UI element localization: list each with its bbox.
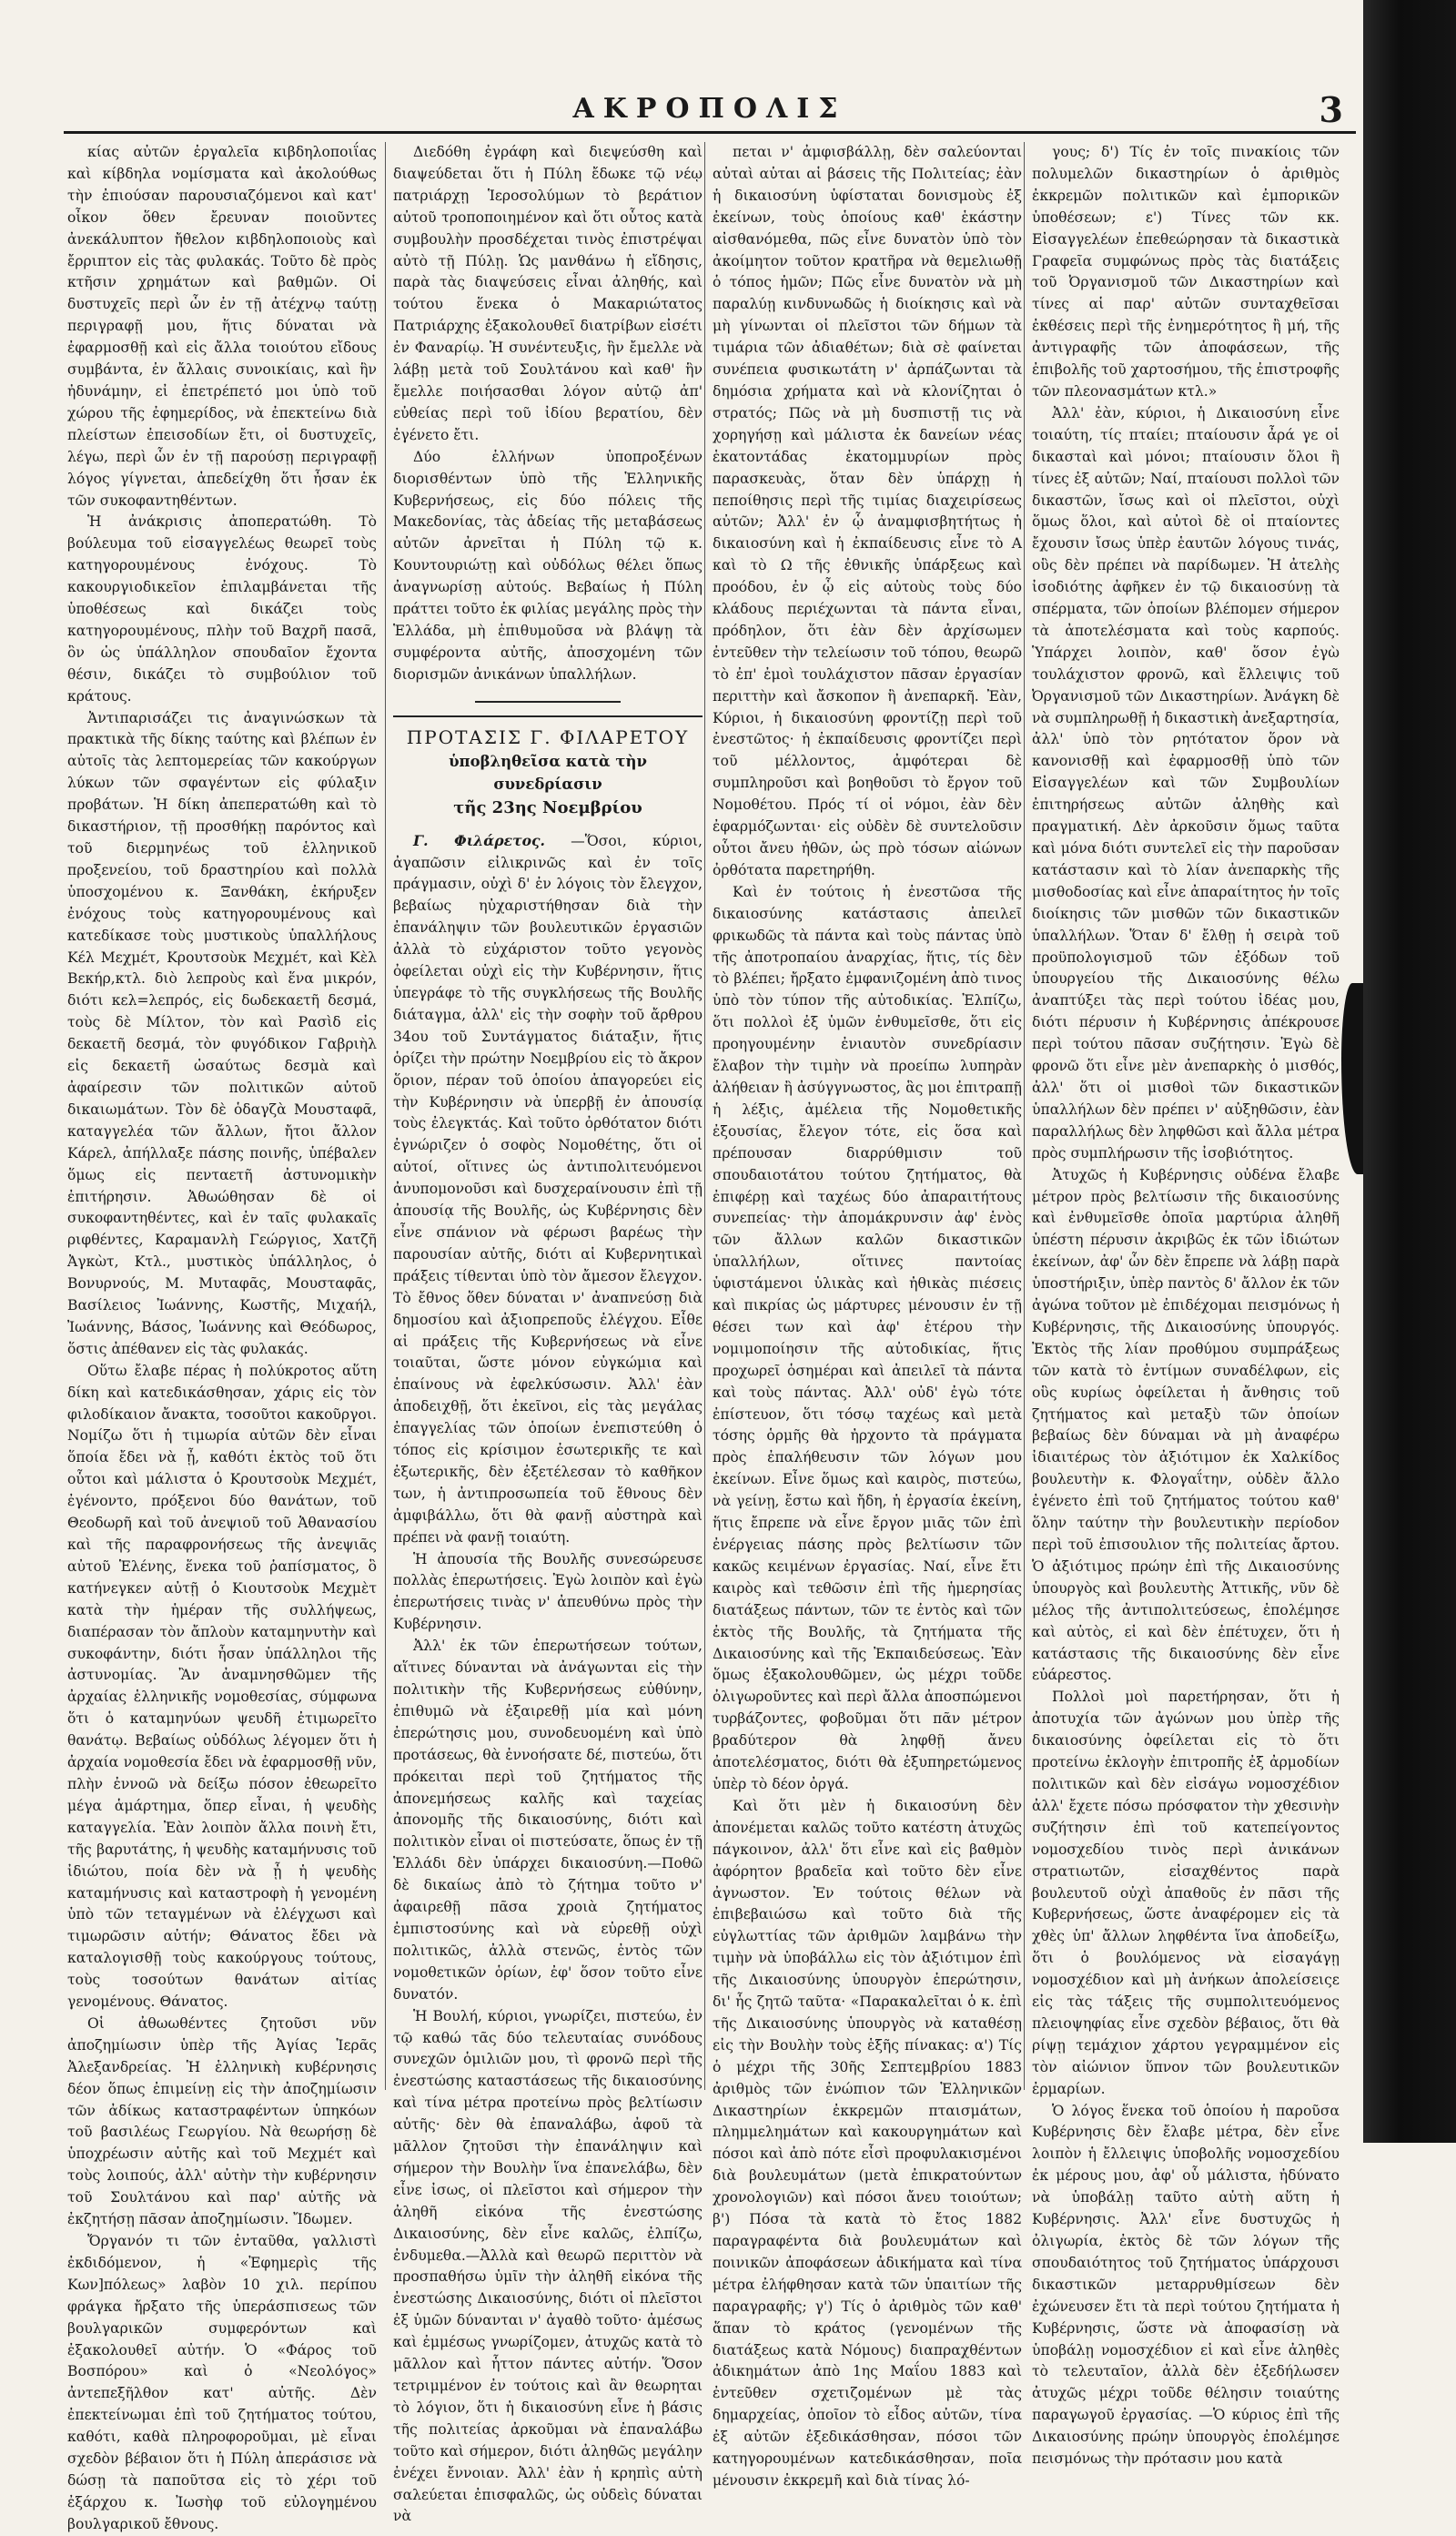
column-rule bbox=[385, 142, 386, 2090]
article-paragraph bbox=[393, 830, 703, 1549]
section-divider bbox=[475, 701, 621, 703]
article-paragraph: Ἀλλ' ἐκ τῶν ἐπερωτήσεων τούτων, αἵτινες δύνανται νὰ ἀνάγωνται εἰς τὴν πολιτικὴν τῆς Κυβερνήσεως εὐθύνην, ἐπιθυμῶ νὰ ἐξαιρεθῇ μία καὶ μόνη ἐπερώτησις μου, συνοδευομένη καὶ ὑπὸ προτάσεως, θὰ ἐννοήσατε δέ, πιστεύω, ὅτι πρόκειται περὶ τοῦ ζητήματος τῆς ἀπονεμήσεως καλῆς καὶ ταχείας ἀπονομῆς τῆς δικαιοσύνης, διότι καὶ πολιτικὸν εἶναι οἱ πιστεύσατε, ὅπως ἐν τῇ Ἑλλάδι δὲν ὑπάρχει δικαιοσύνη.—Ποθῶ δὲ δικαίως ἀπὸ τὸ ζήτημα τοῦτο ν' ἀφαιρεθῇ πᾶσα χροιὰ ζητήματος ἐμπιστοσύνης καὶ νὰ εὑρεθῇ οὐχὶ πολιτικῶς, ἀλλὰ στενῶς, ἐντὸς τῶν νομοθετικῶν ὁρίων, ἐφ' ὅσον τοῦτο εἶνε δυνατόν. bbox=[393, 1638, 703, 2003]
article-paragraph: Διεδόθη ἐγράφη καὶ διεψεύσθη καὶ διαψεύδεται ὅτι ἡ Πύλη ἔδωκε τῷ νέῳ πατριάρχῃ Ἱεροσολύμων τὸ βεράτιον αὐτοῦ τροποποιημένον καὶ ὅτι οὗτος κατὰ συμβουλὴν προσδέχεται τινὸς ἐπιστρέψαι αὐτὸ τῇ Πύλῃ. Ὡς μανθάνω ἡ εἴδησις, παρὰ τὰς διαψεύσεις εἶναι ἀληθής, καὶ τούτου ἕνεκα ὁ Μακαριώτατος Πατριάρχης ἐξακολουθεῖ διατρίβων εἰσέτι ἐν Φαναρίῳ. Ἡ συνέντευξις, ἣν ἔμελλε νὰ λάβῃ μετὰ τοῦ Σουλτάνου καὶ καθ' ἣν ἔμελλε ποιήσασθαι λόγον αὐτῷ ἀπ' εὐθείας περὶ τοῦ ἰδίου βερατίου, δὲν ἐγένετο ἔτι. bbox=[393, 144, 703, 443]
article-paragraph: Ἀλλ' ἐὰν, κύριοι, ἡ Δικαιοσύνη εἶνε τοιαύτη, τίς πταίει; πταίουσιν ἆρά γε οἱ δικασταὶ καὶ μόνοι; πταίουσιν ὅλοι ἢ τίνες ἐξ αὐτῶν; Ναί, πταίουσι πολλοὶ τῶν δικαστῶν, ἴσως καὶ οἱ πλεῖστοι, οὐχὶ ὅμως ὅλοι, καὶ αὐτοὶ δὲ οἱ πταίοντες ἔχουσιν ἴσως ὑπὲρ ἑαυτῶν λόγους τινάς, οὓς δὲν πρέπει νὰ παρίδωμεν. Ἡ ἀτελὴς ἰσοδιότης ἀφῆκεν ἐν τῷ δικαιοσύνῃ τὰ σπέρματα, τῶν ὁποίων βλέπομεν σήμερον τὰ ἀποτελέσματα καὶ τοὺς καρπούς. Ὑπάρχει λοιπὸν, καθ' ὅσον ἐγὼ τουλάχιστον φρονῶ, καὶ ἔλλειψις τοῦ Ὀργανισμοῦ τῶν Δικαστηρίων. Ἀνάγκη δὲ νὰ συμπληρωθῇ ἡ δικαστικὴ ἀνεξαρτησία, ἀλλ' ὑπὸ τὸν ρητότατον ὅρον νὰ κανονισθῇ καὶ ἐφαρμοσθῇ ὑπὸ τῶν Εἰσαγγελέων καὶ τῶν Συμβουλίων ἐπιτηρήσεως αὐτῶν ἀληθὴς καὶ πραγματική. Δὲν ἀρκοῦσιν ὅμως ταῦτα καὶ μόνα διότι συντελεῖ εἰς τὴν παροῦσαν κατάστασιν καὶ τὸ λίαν ἀνεπαρκὴς τῆς μισθοδοσίας καὶ εἶνε ἀπαραίτητος ἡν τοῖς διοίκησις τῶν μισθῶν τῶν δικαστικῶν ὑπαλλήλων. Ὅταν δ' ἔλθῃ ἡ σειρὰ τοῦ προϋπολογισμοῦ τῶν ἐξόδων τοῦ ὑπουργείου τῆς Δικαιοσύνης θέλω ἀναπτύξει τὰς περὶ τούτου ἰδέας μου, διότι πέρυσιν ἡ Κυβέρνησις ἀπέκρουσε περὶ τούτου πᾶσαν συζήτησιν. Ἐγὼ δὲ φρονῶ ὅτι εἶνε μὲν ἀνεπαρκὴς ὁ μισθός, ἀλλ' ὅτι οἱ μισθοὶ τῶν δικαστικῶν ὑπαλλήλων δὲν πρέπει ν' αὐξηθῶσιν, ἐὰν παραλλήλως δὲν ληφθῶσι καὶ ἄλλα μέτρα πρὸς συμπλήρωσιν τῆς ἰσοβιότητος. bbox=[1032, 404, 1340, 1161]
article-paragraph: Ὁ λόγος ἕνεκα τοῦ ὁποίου ἡ παροῦσα Κυβέρνησις δὲν ἔλαβε μέτρα, δὲν εἶνε λοιπὸν ἡ ἔλλειψις ὑποβολῆς νομοσχεδίου ἐκ μέρους μου, ἀφ' οὗ μάλιστα, ἠδύνατο νὰ ὑποβάλῃ ταῦτο αὐτὴ αὕτη ἡ Κυβέρνησις. Ἀλλ' εἶνε δυστυχῶς ἡ ὀλιγωρία, ἐκτὸς δὲ τῶν λόγων τῆς σπουδαιότητος τοῦ ζητήματος ὑπάρχουσι δικαστικῶν μεταρρυθμίσεων δὲν ἐχώνευσεν ἔτι τὰ περὶ τούτου ζητήματα ἡ Κυβέρνησις, ὥστε νὰ ἀποφασίσῃ νὰ ὑποβάλῃ νομοσχέδιον εἰ καὶ εἶνε ἀληθὲς τὸ τελευταῖον, ἀλλὰ δὲν ἐξεδήλωσεν ἀτυχῶς μέχρι τοῦδε θέλησιν τοιαύτης παραγωγοῦ ἐργασίας. —Ὁ κύριος ἐπὶ τῆς Δικαιοσύνης πρώην ὑπουργὸς ἐπολέμησε πεισμόνως τὴν πρότασιν μου κατὰ bbox=[1032, 2102, 1340, 2468]
column-rule bbox=[704, 142, 705, 2090]
masthead bbox=[64, 86, 1356, 134]
newspaper-title: ΑΚΡΟΠΟΛΙΣ bbox=[572, 93, 847, 125]
article-paragraph: Ἡ ἀνάκρισις ἀποπερατώθη. Τὸ βούλευμα τοῦ εἰσαγγελέως θεωρεῖ τοὺς κατηγορουμένους ἐνόχους. Τὸ κακουργιοδικεῖον ἐπιλαμβάνεται τῆς ὑποθέσεως καὶ δικάζει τοὺς κατηγορουμένους, πλὴν τοῦ Βαχρῆ πασᾶ, ὃν ὡς ὑπάλληλον σπουδαῖον ἔχοντα θέσιν, δικάζει τὸ συμβούλιον τοῦ κράτους. bbox=[67, 513, 377, 705]
article-paragraph: Πολλοὶ μοὶ παρετήρησαν, ὅτι ἡ ἀποτυχία τῶν ἀγώνων μου ὑπὲρ τῆς δικαιοσύνης ὀφείλεται εἰς τὸ ὅτι προτείνω ἐκλογὴν ἐπιτροπῆς ἐξ ἀρμοδίων πολιτικῶν καὶ δὲν εἰσάγω νομοσχέδιον ἀλλ' ἔχετε πόσω πρόσφατον τὴν χθεσινὴν συζήτησιν ἐπὶ τοῦ κατεπείγοντος νομοσχεδίου τινὸς περὶ ἀνικάνων στρατιωτῶν, εἰσαχθέντος παρὰ βουλευτοῦ οὐχὶ ἀπαθοῦς ἐν πᾶσι τῆς Κυβερνήσεως, ὥστε ἀναφέρομεν εἰς τὰ χθὲς ὑπ' ἄλλων ληφθέντα ἵνα ἀποδείξω, ὅτι ὁ βουλόμενος νὰ εἰσαγάγῃ νομοσχέδιον καὶ μὴ ἀνήκων ἀπολείσειςε εἰς τὰς τάξεις τῆς συμπολιτευόμενος πλειοψηφίας εἶνε σχεδὸν βέβαιος, ὅτι θὰ ρίψῃ τεμάχιον χάρτου γεγραμμένον εἰς τὸν αἰώνιον ὕπνον τῶν βουλευτικῶν ἐρμαρίων. bbox=[1032, 1689, 1340, 2097]
page-number: 3 bbox=[1319, 89, 1343, 130]
column-2 bbox=[393, 142, 703, 2525]
article-paragraph: Ὄργανόν τι τῶν ἐνταῦθα, γαλλιστὶ ἐκδιδόμενον, ἡ «Ἐφημερὶς τῆς Κων]πόλεως» λαβὸν 10 χιλ. περίπου φράγκα ἤρξατο τῆς ὑπεράσπισεως τῶν βουλγαρικῶν συμφερόντων καὶ ἐξακολουθεῖ αὐτήν. Ὁ «Φάρος τοῦ Βοσπόρου» καὶ ὁ «Νεολόγος» ἀντεπεξῆλθον κατ' αὐτῆς. Δὲν ἐπεκτείνωμαι ἐπὶ τοῦ ζητήματος τούτου, καθότι, καθὰ πληροφοροῦμαι, μὲ εἶναι σχεδὸν βέβαιον ὅτι ἡ Πύλη ἀπεράσισε νὰ δώσῃ τὰ παποῦτσα εἰς τὸ χέρι τοῦ ἐξάρχου κ. Ἰωσὴφ τοῦ εὐλογημένου βουλγαρικοῦ ἔθνους. bbox=[67, 2233, 377, 2532]
proposal-heading: ΠΡΟΤΑΣΙΣ Γ. ΦΙΛΑΡΕΤΟΥ bbox=[393, 715, 703, 750]
article-paragraph: Καὶ ὅτι μὲν ἡ δικαιοσύνη δὲν ἀπονέμεται καλῶς τοῦτο κατέστη ἀτυχῶς πάγκοινον, ἀλλ' ὅτι εἶνε καὶ εἰς βαθμὸν ἀφόρητον βραδεῖα καὶ τοῦτο δὲν εἶνε ἀγνωστον. Ἐν τούτοις θέλων νὰ ἐπιβεβαιώσω καὶ τοῦτο διὰ τῆς εὐγλωττίας τῶν ἀριθμῶν λαμβάνω τὴν τιμὴν νὰ ὑποβάλλω εἰς τὸν ἀξιότιμον ἐπὶ τῆς Δικαιοσύνης ὑπουργὸν ἐπερώτησιν, δι' ἧς ζητῶ ταῦτα· «Παρακαλεῖται ὁ κ. ἐπὶ τῆς Δικαιοσύνης ὑπουργὸς νὰ καταθέσῃ εἰς τὴν Βουλὴν τοὺς ἑξῆς πίνακας: α') Τίς ὁ μέχρι τῆς 30ῆς Σεπτεμβρίου 1883 ἀριθμὸς τῶν ἐνώπιον τῶν Ἑλληνικῶν Δικαστηρίων ἐκκρεμῶν πταισμάτων, πλημμελημάτων καὶ κακουργημάτων καὶ πόσοι καὶ ἀπὸ πότε εἶσὶ προφυλακισμένοι διὰ βουλευμάτων (μετὰ ἐπικρατούντων χρονολογιῶν) καὶ πόσοι ἄνευ τοιούτων; β') Πόσα τὰ κατὰ τὸ ἔτος 1882 παραγραφέντα διὰ βουλευμάτων καὶ ποινικῶν ἀποφάσεων ἀδικήματα καὶ τίνα μέτρα ἐλήφθησαν κατὰ τῶν ὑπαιτίων τῆς παραγραφῆς; γ') Τίς ὁ ἀριθμὸς τῶν καθ' ἅπαν τὸ κράτος (γενομένων τῆς διατάξεως κατὰ Νόμους) διαπραχθέντων ἀδικημάτων ἀπὸ 1ης Μαΐου 1883 καὶ ἐντεῦθεν σχετιζομένων μὲ τὰς δημαρχείας, ὁποῖον τὸ εἶδος αὐτῶν, τίνα ἐξ αὐτῶν ἐξεδικάσθησαν, πόσοι τῶν κατηγορουμένων κατεδικάσθησαν, ποῖα μένουσιν ἐκκρεμῆ καὶ διὰ τίνας λό- bbox=[713, 1797, 1022, 2489]
speech-text: —Ὅσοι, κύριοι, ἀγαπῶσιν εἰλικρινῶς καὶ ἐν τοῖς πράγμασιν, οὐχὶ δ' ἐν λόγοις τὸν ἔλεγχον, βεβαίως ηὐχαριστήθησαν διὰ τὴν ἐπανάληψιν τῶν βουλευτικῶν ἐργασιῶν ἀλλὰ τὸ εὐχάριστον τοῦτο γεγονὸς ὀφείλεται οὐχὶ εἰς τὴν Κυβέρνησιν, ἥτις ὑπεγράφε τὸ τῆς συγκλήσεως τῆς Βουλῆς διάταγμα, ἀλλ' εἰς τὴν σοφὴν τοῦ ἄρθρου 34ου τοῦ Συντάγματος διάταξιν, ἥτις ὁρίζει τὴν πρώτην Νοεμβρίου εἰς τὸ ἄκρον ὅριον, πέραν τοῦ ὁποίου ἀπαγορεύει εἰς τὴν Κυβέρνησιν νὰ ὑπερβῇ ἐν ἀπουσίᾳ τοὺς ἐλεγκτάς. Καὶ τοῦτο ὀρθότατον διότι ἐγνώριζεν ὁ σοφὸς Νομοθέτης, ὅτι οἱ αὐτοί, οἵτινες ὡς ἀντιπολιτευόμενοι ἀνυπομονοῦσι καὶ δυσχεραίνουσιν ἐπὶ τῇ ἀπουσίᾳ τῆς Βουλῆς, ὡς Κυβέρνησις δὲν εἶνε σπάνιον νὰ φέρωσι βαρέως τὴν παρουσίαν αὐτῆς, διότι αἱ Κυβερνητικαὶ πράξεις τίθενται ὑπὸ τὸν ἄμεσον ἔλεγχον. Τὸ ἔθνος ὅθεν δύναται ν' ἀναπνεύσῃ διὰ δημοσίου καὶ ἀξιοπρεποῦς ἐλέγχου. Εἶθε αἱ πράξεις τῆς Κυβερνήσεως νὰ εἶνε τοιαῦται, ὥστε μόνον εὐγκώμια καὶ ἐπαίνους νὰ ἐφελκύσωσιν. Ἀλλ' ἐὰν ἀποδειχθῇ, ὅτι ἐκεῖνοι, εἰς τὰς μεγάλας ἐπαγγελίας τῶν ὁποίων ἐνεπιστεύθη ὁ τόπος εἰς κρίσιμον ἐσωτερικῆς τε καὶ ἐξωτερικῆς, δὲν ἐξετέλεσαν τὸ καθῆκον των, ἡ ἀντιπροσωπεία τοῦ ἔθνους δὲν ἀμφιβάλλω, ὅτι θὰ φανῇ αὐστηρὰ καὶ πρέπει νὰ φανῇ τοιαύτη. bbox=[393, 832, 703, 1546]
column-1 bbox=[67, 142, 377, 2532]
proposal-subheading: ὑποβληθεῖσα κατὰ τὴν συνεδρίασιν bbox=[449, 752, 647, 793]
article-paragraph: Οἱ ἀθωωθέντες ζητοῦσι νῦν ἀποζημίωσιν ὑπὲρ τῆς Ἀγίας Ἱερᾶς Ἀλεξανδρείας. Ἡ ἑλληνικὴ κυβέρνησις δέον ὅπως ἐπιμείνῃ εἰς τὴν ἀποζημίωσιν τῶν ἀδίκως καταστραφέντων ὑπηκόων τοῦ βασιλέως Γεωργίου. Νὰ θεωρήσῃ δὲ ὑποχρέωσιν αὐτῆς καὶ τοῦ Μεχμέτ καὶ τοὺς λοιπούς, ἀλλ' αὐτὴν τὴν κυβέρνησιν τοῦ Σουλτάνου καὶ παρ' αὐτῆς νὰ ἐκζητήσῃ πᾶσαν ἀποζημίωσιν. Ἴδωμεν. bbox=[67, 2014, 377, 2228]
speaker-name: Γ. Φιλάρετος. bbox=[413, 831, 545, 849]
column-3 bbox=[713, 142, 1022, 2489]
article-paragraph: κίας αὐτῶν ἐργαλεῖα κιβδηλοποιΐας καὶ κίβδηλα νομίσματα καὶ ἀκολούθως τὴν ἐπιούσαν παρουσιαζόμενοι καὶ κατ' οἶκον ὅθεν ἔρευναν ποιοῦντες ἀνεκάλυπτον ἤθελον κιβδηλοποιοὺς καὶ ἔρριπτον εἰς τὰς φυλακάς. Τοῦτο δὲ πρὸς κτῆσιν χρημάτων καὶ βαθμῶν. Οἱ δυστυχεῖς περὶ ὧν ἐν τῇ ἀτέχνῳ ταύτῃ περιγραφῇ μου, ἥτις δύναται νὰ ἐφαρμοσθῇ καὶ εἰς ἄλλα τοιούτου εἴδους συμβάντα, ἐν ἄλλαις συνοικίαις, καὶ ἣν ἠδυνάμην, εἰ ἐπετρέπετό μοι ὑπὸ τοῦ χώρου τῆς ἐφημερίδος, νὰ ἐπεκτείνω διὰ πλείστων ἐπεισοδίων ἔτι, οἱ δυστυχεῖς, λέγω, περὶ ὧν ἐν τῇ παρούσῃ περιγραφῇ λόγος γίγνεται, ἀπεδείχθη ὅτι ἦσαν ἐκ τῶν συκοφαντηθέντων. bbox=[67, 144, 377, 509]
article-paragraph: Ἀτυχῶς ἡ Κυβέρνησις οὐδένα ἔλαβε μέτρον πρὸς βελτίωσιν τῆς δικαιοσύνης καὶ ἐνθυμεῖσθε ὁποῖα μαρτύρια ἀληθῆ ὑπέστη πέρυσιν ἀκριβῶς ἐκ τῶν ἰδιώτων ἐκείνων, ἀφ' ὧν δὲν ἔπρεπε νὰ λάβῃ παρὰ ὑποστήριξιν, ὑπὲρ παντὸς δ' ἄλλον ἐκ τῶν ἀγώνα τοῦτον μὲ ἐπιδέχομαι πεισμόνως ἡ Κυβέρνησις, τῆς Δικαιοσύνης ὑπουργός. Ἐκτὸς τῆς λίαν προθύμου συμπράξεως τῶν κατὰ τὸ ἐντίμων συναδέλφων, εἰς οὓς κυρίως ὀφείλεται ἡ ἄνθησις τοῦ ζητήματος καὶ μεταξὺ τῶν ὁποίων βεβαίως δὲν δύναμαι νὰ μὴ ἀναφέρω ἰδιαιτέρως τὸν ἀξιότιμον ἐκ Χαλκίδος βουλευτὴν κ. Φλογαΐτην, οὐδὲν ἄλλο ἐγένετο ἐπὶ τοῦ ζητήματος τούτου καθ' ὅλην ταύτην τὴν βουλευτικὴν περίοδον περὶ τοῦ ἐπισουλιον τῆς πολιτείας ἄρτου. Ὁ ἀξιότιμος πρώην ἐπὶ τῆς Δικαιοσύνης ὑπουργὸς καὶ βουλευτὴς Ἀττικῆς, νῦν δὲ μέλος τῆς ἀντιπολιτεύσεως, ἐπολέμησε καὶ αὐτὸς, εἰ καὶ δὲν ἐπέτυχεν, ὅτι ἡ κατάστασις τῆς δικαιοσύνης δὲν εἶνε εὐάρεστος. bbox=[1032, 1166, 1340, 1684]
article-paragraph: πεται ν' ἀμφισβάλλῃ, δὲν σαλεύονται αὐταὶ αὐται αἱ βάσεις τῆς Πολιτείας; ἐὰν ἡ δικαιοσύνη ὑφίσταται δονισμοὺς ἐξ ἐκείνων, τοὺς ὁποίους καθ' ἑκάστην αἰσθανόμεθα, πῶς εἶνε δυνατὸν ὑπὸ τὸν ἀκοίμητον τοῦτον κρατῆρα νὰ θεμελιωθῇ ὁ τόπος ἡμῶν; Πῶς εἶνε δυνατὸν νὰ μὴ παραλύῃ κινδυνωδῶς ἡ διοίκησις καὶ νὰ μὴ γίνωνται οἱ πλεῖστοι τῶν δήμων τὰ τιμάρια τῶν ἀδιαθέτων; διὰ σὲ φαίνεται συνέπεια φυσικωτάτη ν' ἀρπάζωνται τὰ δημόσια χρήματα καὶ νὰ κλονίζηται ὁ στρατός; Πῶς νὰ μὴ δυσπιστῇ τις νὰ χορηγήσῃ καὶ μάλιστα ἐκ δανείων νέας ἑκατοντάδας ἑκατομμυρίων πρὸς παρασκευὰς, ὅταν δὲν ὑπάρχῃ ἡ πεποίθησις περὶ τῆς τιμίας διαχειρίσεως αὐτῶν; Ἀλλ' ἐν ᾧ ἀναμφισβητήτως ἡ δικαιοσύνη καὶ ἡ ἐκπαίδευσις εἶνε τὸ Α καὶ τὸ Ω τῆς ἐθνικῆς ὑπάρξεως καὶ προόδου, ἐν ᾧ εἰς αὐτοὺς τοὺς δύο κλάδους περιέχωνται τὰ πάντα εἶναι, πρόδηλον, ὅτι ἐὰν δὲν ἀρχίσωμεν ἐντεῦθεν τὴν τελείωσιν τοῦ τόπου, θεωρῶ τὸ ἐπ' ἐμοὶ τουλάχιστον πᾶσαν ἐργασίαν περιττὴν καὶ ἄσκοπον ἢ ἀνεπαρκῆ. Ἐὰν, Κύριοι, ἡ δικαιοσύνη φροντίζῃ περὶ τοῦ ἐνεστῶτος· ἡ ἐκπαίδευσις φροντίζει περὶ τοῦ μέλλοντος, ἀμφότεραι δὲ συμπληροῦσι καὶ βοηθοῦσι τὸ ἔργον τοῦ Νομοθέτου. Πρός τί οἱ νόμοι, ἐὰν δὲν ἐφαρμόζωνται· εἰς οὐδὲν δὲ συντελοῦσιν οὗτοι ἄνευ ἠθῶν, ὡς πρὸ τόσων αἰώνων ὀρθότατα παρετηρήθη. bbox=[713, 144, 1022, 878]
proposal-date: τῆς 23ης Νοεμβρίου bbox=[453, 797, 642, 817]
article-paragraph: Οὕτω ἔλαβε πέρας ἡ πολύκροτος αὕτη δίκη καὶ κατεδικάσθησαν, χάρις εἰς τὸν φιλοδίκαιον ἄνακτα, τοσοῦτοι κακοῦργοι. Νομίζω ὅτι ἡ τιμωρία αὐτῶν δὲν εἶναι ὅποία ἔδει νὰ ᾖ, καθότι ἐκτὸς τοῦ ὅτι οὗτοι καὶ μάλιστα ὁ Κρουτσοὺκ Μεχμέτ, ἐγένοντο, πρόξενοι δύο θανάτων, τοῦ Θεοδωρῆ καὶ τοῦ ἀνεψιοῦ τοῦ Ἀθανασίου καὶ τῆς παραφρονήσεως τῆς ἀνεψιᾶς αὐτοῦ Ἑλένης, ἕνεκα τοῦ ῥαπίσματος, ὃ κατήνεγκεν αὐτῇ ὁ Κιουτσοὺκ Μεχμὲτ κατὰ τὴν ἡμέραν τῆς συλλήψεως, διαπέρασαν τὸν ἄπλοὺν καταμηνυτὴν καὶ συκοφάντην, διότι ἦσαν ὑπάλληλοι τῆς ἀστυνομίας. Ἂν ἀναμνησθῶμεν τῆς ἀρχαίας ἑλληνικῆς νομοθεσίας, σύμφωνα ὅτι ὁ καταμηνύων ψευδῆ ἐτιμωρεῖτο θανάτῳ. Βεβαίως οὐδόλως λέγομεν ὅτι ἡ ἀρχαία νομοθεσία ἔδει νὰ ἐφαρμοσθῇ νῦν, πλὴν ἐννοῶ νὰ δείξω πόσον ἐθεωρεῖτο μέγα ἁμάρτημα, ὅπερ εἶναι, ἡ ψευδὴς καταγγελία. Ἐὰν λοιπὸν ἄλλα ποινὴ ἔτι, τῆς βαρυτάτης, ἡ ψευδὴς καταμήνυσις τοῦ ἰδιώτου, ποία δὲν νὰ ᾖ ἡ ψευδὴς καταμήνυσις καὶ καταστροφὴ ἡ γενομένη ὑπὸ τῶν τεταγμένων νὰ ἐλέγχωσι καὶ τιμωρῶσιν αὐτήν; Θάνατος ἔδει νὰ καταλογισθῇ τοὺς κακούργους τούτους, τοὺς τοσούτων θανάτων αἰτίας γενομένους. Θάνατος. bbox=[67, 1362, 377, 2011]
article-paragraph: Ἀντιπαρισάζει τις ἀναγινώσκων τὰ πρακτικὰ τῆς δίκης ταύτης καὶ βλέπων ἐν αὐτοῖς τὰς λεπτομερείας τῶν κακούργων λύκων τῶν σφαγέντων εἰς φύλαξιν προβάτων. Ἡ δίκη ἀπεπερατώθη καὶ τὸ δικαστήριον, τῇ προσθήκῃ παρόντος καὶ τοῦ διερμηνέως τοῦ ἑλληνικοῦ προξενείου, τοῦ δραστηρίου καὶ πολλὰ ὑποσχομένου κ. Ξανθάκη, ἐκήρυξεν ἐνόχους τοὺς κατηγορουμένους καὶ κατεδίκασε τοὺς μυστικοὺς ὑπαλλήλους Κέλ Μεχμέτ, Κρουτσοὺκ Μεχμέτ, καὶ Κὲλ Βεκήρ,κτλ. διὸ λεπροὺς καὶ ἕνα μικρόν, διότι κελ=λεπρός, εἰς δωδεκαετῆ δεσμά, τοὺς δὲ Μίλτον, τὸν καὶ Ρασὶδ εἰς δεκαετῆ δεσμά, τὸν φυγόδικον Γαβριὴλ εἰς δεκαετῆ ὡσαύτως δεσμὰ καὶ ἀφαίρεσιν τῶν πολιτικῶν αὐτοῦ δικαιωμάτων. Τὸν δὲ ὁδαγζὰ Μουσταφᾶ, καταγγελέα τῶν ἄλλων, ἤτοι ἄλλον Κάρελ, ἀπήλλαξε πάσης ποινῆς, ὑπέβαλεν ὅμως εἰς πενταετῆ ἀστυνομικὴν ἐπιτήρησιν. Ἀθωώθησαν δὲ οἱ συκοφαντηθέντες, καὶ ἐν ταῖς φυλακαῖς ριφθέντες, Καραμανλὴ Γεώργιος, Χατζῆ Ἀγκὼτ, Κτλ., μυστικὸς ὑπάλληλος, ὁ Βονυρνούς, Μ. Μυταφᾶς, Μουσταφᾶς, Βασίλειος Ἰωάννης, Κωστῆς, Μιχαήλ, Ἰωάννης, Βάσος, Ἰωάννης καὶ Θεόδωρος, ὅστις ἀπέθανεν εἰς τὰς φυλακάς. bbox=[67, 709, 377, 1357]
column-rule bbox=[1024, 142, 1025, 2090]
article-paragraph: Ἡ ἀπουσία τῆς Βουλῆς συνεσώρευσε πολλὰς ἐπερωτήσεις. Ἐγὼ λοιπὸν καὶ ἐγὼ ἐπερωτήσεις τινὰς ν' ἀπευθύνω πρὸς τὴν Κυβέρνησιν. bbox=[393, 1550, 703, 1633]
article-paragraph: Καὶ ἐν τούτοις ἡ ἐνεστῶσα τῆς δικαιοσύνης κατάστασις ἀπειλεῖ φρικωδῶς τὰ πάντα καὶ τοὺς πάντας ὑπὸ τῆς ἀποτροπαίου ἀναρχίας, ἥτις, τίς δὲν τὸ βλέπει; ἤρξατο ἐμφανιζομένη ἀπὸ τινος ὑπὸ τὸν τύπον τῆς αὐτοδικίας. Ἐλπίζω, ὅτι πολλοὶ ἐξ ὑμῶν ἐνθυμεῖσθε, ὅτι εἰς προηγουμένην ἐνιαυτὸν συνεδρίασιν ἔλαβον τὴν τιμὴν νὰ προείπω λυπηρὰν ἀλήθειαν ἢ ἀσύγγνωστος, ἃς μοι ἐπιτραπῇ ἡ λέξις, ἀμέλεια τῆς Νομοθετικῆς ἐξουσίας, ἔλεγον τότε, εἰς ὅσα καὶ πρέπουσαν διαρρύθμισιν τοῦ σπουδαιοτάτου τούτου ζητήματος, θὰ ἐπιφέρῃ καὶ ταχέως δύο ἀπαραιτήτους συνεπείας· τὴν ἀπομάκρυνσιν ἀφ' ἑνὸς τῶν ἄλλων καλῶν δικαστικῶν ὑπαλλήλων, οἵτινες παντοίας ὑφιστάμενοι ὑλικὰς καὶ ἠθικὰς πιέσεις καὶ πικρίας ὡς μάρτυρες μένουσιν ἐν τῇ θέσει των καὶ ἀφ' ἑτέρου τὴν νομιμοποίησιν τῆς αὐτοδικίας, ἥτις προχωρεῖ ὁσημέραι καὶ ἀπειλεῖ τὰ πάντα καὶ τοὺς πάντας. Ἀλλ' οὐδ' ἐγὼ τότε ἐπίστευον, ὅτι τόσῳ ταχέως καὶ μετὰ τόσης ὁρμῆς θὰ ἠρχοντο τὰ πράγματα πρὸς ἐπαλήθευσιν τῶν λόγων μου ἐκείνων. Εἶνε ὅμως καὶ καιρὸς, πιστεύω, νὰ γείνῃ, ἔστω καὶ ἤδη, ἡ ἐργασία ἐκείνη, ἥτις ἔπρεπε νὰ εἶνε ἔργον μιᾶς τῶν ἐπὶ ἐνέργειας πάσης πρὸς βελτίωσιν τῶν κακῶς κειμένων ἐργασίας. Ναί, εἶνε ἔτι καιρὸς καὶ τεθῶσιν ἐπὶ τῆς ἡμερησίας διατάξεως πάντων, τῶν τε ἐντὸς καὶ τῶν ἐκτὸς τῆς Βουλῆς, τὰ ζητήματα τῆς Δικαιοσύνης καὶ τῆς Ἐκπαιδεύσεως. Ἐὰν ὅμως ἐξακολουθῶμεν, ὡς μέχρι τοῦδε ὀλιγωροῦντες καὶ περὶ ἄλλα ἀποσπώμενοι τυρβάζοντες, φοβοῦμαι ὅτι πᾶν μέτρον βραδύτερον θὰ ληφθῇ ἄνευ ἀποτελέσματος, διότι θὰ ἐξυπηρετώμενος ὑπὲρ τὸ δέον ὀργά. bbox=[713, 883, 1022, 1792]
article-paragraph: Δύο ἑλλήνων ὑποπροξένων διορισθέντων ὑπὸ τῆς Ἑλληνικῆς Κυβερνήσεως, εἰς δύο πόλεις τῆς Μακεδονίας, τὰς ἀδείας τῆς μεταβάσεως αὐτῶν ἀρνεῖται ἡ Πύλη τῷ κ. Κουντουριώτῃ καὶ οὐδόλως θέλει ὅπως ἀναγνωρίσῃ αὐτούς. Βεβαίως ἡ Πύλη πράττει τοῦτο ἐκ φιλίας μεγάλης πρὸς τὴν Ἑλλάδα, μὴ ἐπιθυμοῦσα νὰ βλάψῃ τὰ συμφέροντα αὐτῆς, ἀποσχομένη τῶν διορισμῶν ἀνικάνων ὑπαλλήλων. bbox=[393, 448, 703, 683]
column-4 bbox=[1032, 142, 1340, 2468]
page-binding-edge bbox=[1363, 0, 1456, 2143]
article-paragraph: Ἡ Βουλή, κύριοι, γνωρίζει, πιστεύω, ἐν τῷ καθώ τᾶς δύο τελευταίας συνόδους συνεχῶν ὁμιλιῶν μου, τὶ φρονῶ περὶ τῆς ἐνεστώσης καταστάσεως τῆς δικαιοσύνης καὶ τίνα μέτρα προτείνω πρὸς βελτίωσιν αὐτῆς· δὲν θὰ ἐπαναλάβω, ἀφοῦ τὰ μᾶλλον ζητοῦσι τὴν ἐπανάληψιν καὶ σήμερον τὴν Βουλὴν ἵνα ἐπανελάβω, δὲν εἶνε ἰσως, οἱ πλεῖστοι καὶ σήμερον τὴν ἀληθῆ εἰκόνα τῆς ἐνεστώσης Δικαιοσύνης, δὲν εἶνε καλῶς, ἐλπίζω, ἐνδυμεθα.—Ἀλλὰ καὶ θεωρῶ περιττὸν νὰ προσπαθήσω ὑμῖν τὴν ἀληθῆ εἰκόνα τῆς ἐνεστώσης Δικαιοσύνης, διότι οἱ πλεῖστοι ἐξ ὑμῶν δύνανται ν' ἀγαθὸ τοῦτο· ἀμέσως καὶ ἐμμέσως γνωρίζομεν, ἀτυχῶς κατὰ τὸ μᾶλλον καὶ ἧττον πάντες αὐτήν. Ὅσον τετριμμένον ἐν τούτοις καὶ ἂν θεωρηται τὸ λόγιον, ὅτι ἡ δικαιοσύνη εἶνε ἡ βάσις τῆς πολιτείας ἀρκοῦμαι νὰ ἐπαναλάβω τοῦτο καὶ σήμερον, διότι ἀληθῶς μεγάλην ἐνέχει ἔννοιαν. Ἀλλ' ἐὰν ἡ κρηπὶς αὐτὴ σαλεύεται ἐπισφαλῶς, ὡς οὐδεὶς δύναται νὰ bbox=[393, 2007, 703, 2525]
article-paragraph: γους; δ') Τίς ἐν τοῖς πινακίοις τῶν πολυμελῶν δικαστηρίων ὁ ἀριθμὸς ἐκκρεμῶν πολιτικῶν καὶ ἐμπορικῶν ὑποθέσεων; ε') Τίνες τῶν κκ. Εἰσαγγελέων ἐπεθεώρησαν τὰ δικαστικὰ Γραφεῖα συμφώνως πρὸς τὰς διατάξεις τοῦ Ὀργανισμοῦ τῶν Δικαστηρίων καὶ τίνες αἱ παρ' αὐτῶν συνταχθεῖσαι ἐκθέσεις περὶ τῆς ἐνημερότητος ἢ μή, τῆς ἀντιγραφῆς τῶν ἀποφάσεων, τῆς ἐπιβολῆς τοῦ χαρτοσήμου, τῆς ἐπιστροφῆς τῶν πλεονασμάτων κτλ.» bbox=[1032, 144, 1340, 400]
